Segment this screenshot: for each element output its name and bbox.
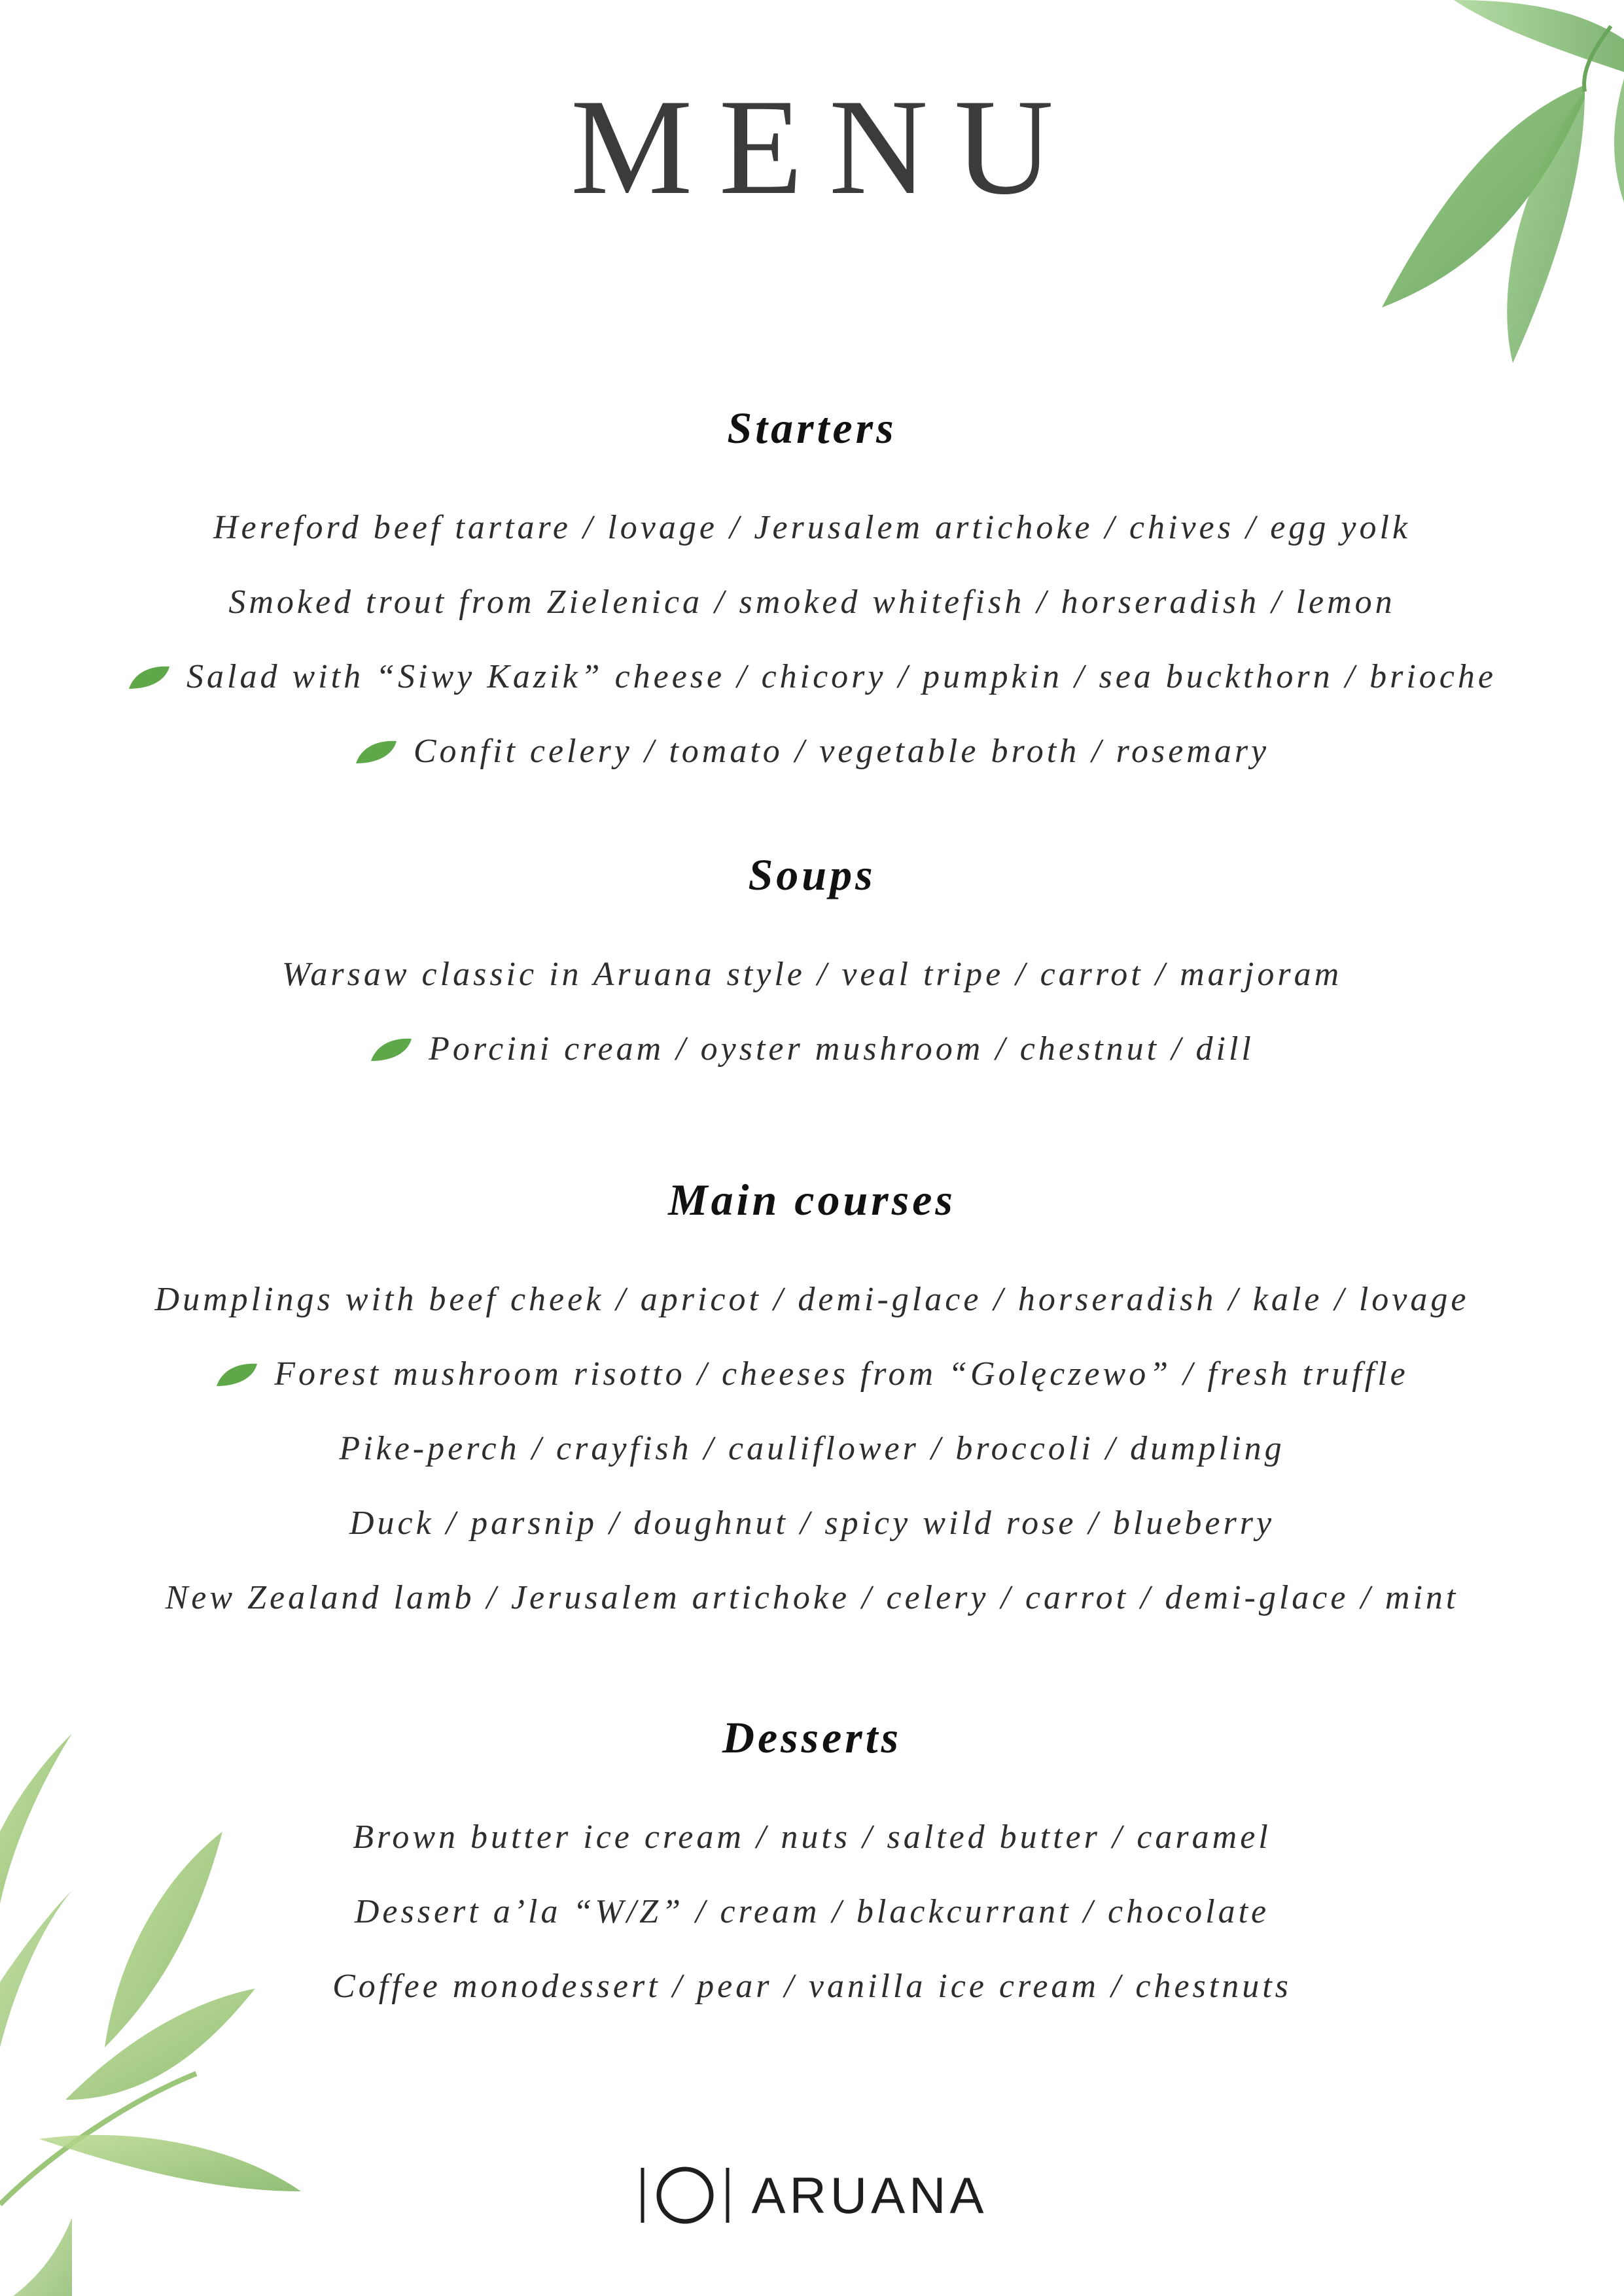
menu-item <box>0 640 1624 714</box>
menu-item <box>0 1800 1624 1875</box>
menu-item <box>0 1875 1624 1949</box>
menu-item-text: Pike-perch / crayfish / cauliflower / broccoli / dumpling <box>339 1430 1285 1467</box>
menu-item-text: Salad with “Siwy Kazik” cheese / chicory / pumpkin / sea buckthorn / brioche <box>186 658 1496 695</box>
menu-item-list <box>0 491 1624 789</box>
menu-item-text: Brown butter ice cream / nuts / salted butter / caramel <box>353 1818 1271 1856</box>
menu-item <box>0 937 1624 1012</box>
menu-item <box>0 1012 1624 1087</box>
menu-section-desserts <box>0 1715 1624 2024</box>
brand-name: ARUANA <box>751 2166 988 2224</box>
menu-item-text: Porcini cream / oyster mushroom / chestnut / dill <box>429 1030 1254 1068</box>
menu-title: MENU <box>570 71 1080 223</box>
leaf-icon <box>370 1036 413 1062</box>
menu-item-list <box>0 1800 1624 2024</box>
menu-item <box>0 1949 1624 2024</box>
menu-section-main-courses <box>0 1177 1624 1635</box>
menu-item-text: Coffee monodessert / pear / vanilla ice cream / chestnuts <box>332 1968 1292 2005</box>
menu-item-text: Warsaw classic in Aruana style / veal tripe / carrot / marjoram <box>281 956 1343 993</box>
menu-item-list <box>0 1262 1624 1635</box>
leaf-icon <box>215 1361 258 1387</box>
menu-item-text: Hereford beef tartare / lovage / Jerusalem artichoke / chives / egg yolk <box>213 509 1411 546</box>
menu-item-text: Forest mushroom risotto / cheeses from “Golęczewo” / fresh truffle <box>274 1355 1409 1393</box>
menu-item <box>0 1561 1624 1635</box>
menu-section-starters <box>0 403 1624 789</box>
section-heading: Starters <box>727 403 897 453</box>
menu-item <box>0 714 1624 789</box>
menu-item <box>0 565 1624 640</box>
menu-item-text: Duck / parsnip / doughnut / spicy wild rose / blueberry <box>349 1505 1275 1542</box>
menu-item <box>0 1262 1624 1337</box>
menu-item <box>0 491 1624 565</box>
menu-item-text: Dumplings with beef cheek / apricot / demi-glace / horseradish / kale / lovage <box>154 1281 1470 1318</box>
menu-item <box>0 1412 1624 1486</box>
menu-section-soups <box>0 852 1624 1087</box>
brand-logo <box>0 2163 1624 2228</box>
leaf-icon <box>128 664 171 690</box>
section-heading: Soups <box>748 850 876 899</box>
leaf-icon <box>355 739 398 765</box>
menu-item-list <box>0 937 1624 1087</box>
aruana-logo-icon <box>636 2163 734 2228</box>
section-heading: Desserts <box>722 1713 902 1762</box>
menu-item-text: New Zealand lamb / Jerusalem artichoke / celery / carrot / demi-glace / mint <box>165 1579 1459 1616</box>
menu-item-text: Confit celery / tomato / vegetable broth / rosemary <box>413 733 1270 770</box>
menu-item <box>0 1337 1624 1412</box>
section-heading: Main courses <box>668 1175 956 1225</box>
menu-item-text: Dessert a’la “W/Z” / cream / blackcurrant / chocolate <box>354 1893 1270 1930</box>
menu-item <box>0 1486 1624 1561</box>
menu-item-text: Smoked trout from Zielenica / smoked whitefish / horseradish / lemon <box>228 583 1396 621</box>
